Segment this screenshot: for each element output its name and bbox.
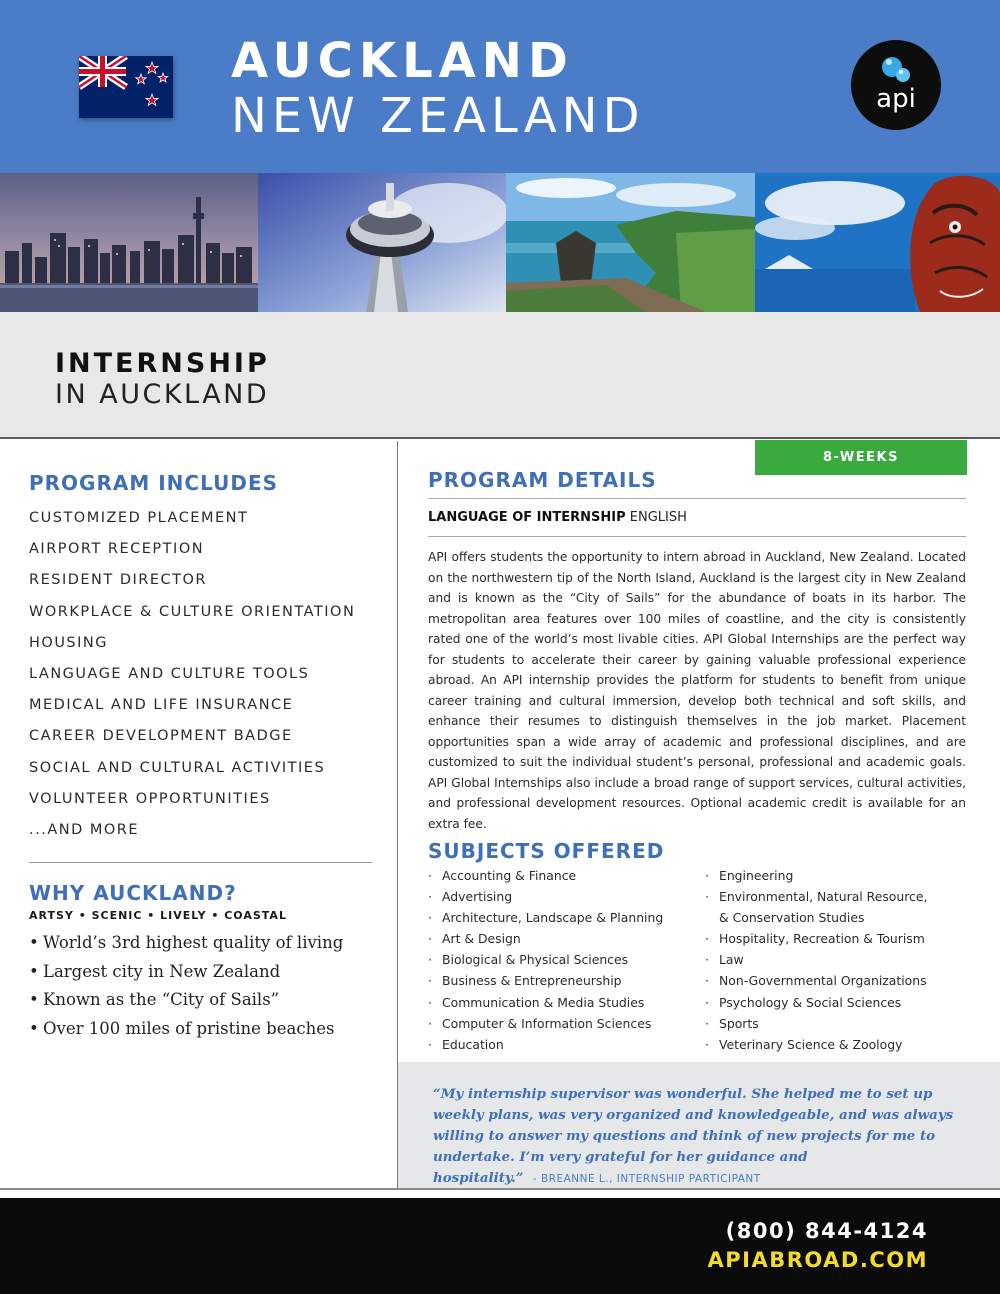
divider xyxy=(0,1188,1000,1190)
list-item xyxy=(29,988,343,1017)
why-auckland-list xyxy=(29,931,343,1045)
program-details-title: PROGRAM DETAILS xyxy=(428,468,657,492)
bullet-icon: · xyxy=(428,952,432,968)
maori-carving-photo xyxy=(755,173,1000,312)
list-item xyxy=(705,888,927,909)
subjects-offered-title: SUBJECTS OFFERED xyxy=(428,839,665,863)
bullet-icon: • xyxy=(29,961,39,981)
bullet-icon: · xyxy=(428,910,432,926)
coastline-photo xyxy=(506,173,755,312)
testimonial-attribution: - BREANNE L., INTERNSHIP PARTICIPANT xyxy=(532,1173,761,1185)
bullet-icon: · xyxy=(428,1036,432,1052)
list-item-text: World’s 3rd highest quality of living xyxy=(43,933,344,952)
program-includes-title: PROGRAM INCLUDES xyxy=(29,471,279,495)
testimonial-box xyxy=(398,1062,1000,1188)
list-item: HOUSING xyxy=(29,634,108,651)
bullet-icon: · xyxy=(705,973,709,989)
bullet-icon: · xyxy=(428,889,432,905)
bullet-icon: · xyxy=(705,868,709,883)
list-item xyxy=(428,972,663,993)
list-item-text: Largest city in New Zealand xyxy=(43,961,281,981)
list-item xyxy=(428,951,663,972)
list-item-text: Sports xyxy=(719,1015,759,1031)
list-item: CUSTOMIZED PLACEMENT xyxy=(29,510,249,526)
bullet-icon: · xyxy=(428,868,432,883)
list-item xyxy=(705,1015,927,1036)
list-item-text: Art & Design xyxy=(442,931,521,947)
header xyxy=(0,0,1000,173)
bullet-icon: • xyxy=(29,1018,39,1038)
bullet-icon: · xyxy=(705,1015,709,1031)
list-item xyxy=(428,930,663,951)
list-item-text: Non-Governmental Organizations xyxy=(719,973,927,989)
bullet-icon: · xyxy=(705,952,709,968)
language-label: LANGUAGE OF INTERNSHIP xyxy=(428,510,626,525)
city-skyline-photo xyxy=(0,173,258,312)
list-item: SOCIAL AND CULTURAL ACTIVITIES xyxy=(29,759,326,776)
bullet-icon: · xyxy=(705,1036,709,1052)
list-item xyxy=(705,1036,927,1057)
list-item-text: Hospitality, Recreation & Tourism xyxy=(719,931,925,947)
logo-text: api xyxy=(876,84,916,114)
list-item-text: Law xyxy=(719,952,744,968)
list-item-text: Education xyxy=(442,1036,504,1052)
testimonial-text: “My internship supervisor was wonderful. She helped me to set up weekly plans, was very organized and knowledgeable, and was always willing to answer my questions and think of new projects for me to undertake. I’m very grateful for her guidance and hospitality.” xyxy=(433,1086,954,1186)
bullet-icon: · xyxy=(428,1015,432,1031)
duration-badge: 8-WEEKS xyxy=(755,440,967,475)
list-item: RESIDENT DIRECTOR xyxy=(29,572,208,589)
list-item xyxy=(428,994,663,1015)
bullet-icon: · xyxy=(705,994,709,1010)
program-type-heading: INTERNSHIP xyxy=(55,348,270,379)
list-item: CAREER DEVELOPMENT BADGE xyxy=(29,728,293,745)
list-item: ...AND MORE xyxy=(29,821,140,838)
bullet-icon: • xyxy=(29,933,39,952)
subtitle-band xyxy=(0,312,1000,439)
bullet-icon: · xyxy=(428,973,432,989)
list-item-text: Computer & Information Sciences xyxy=(442,1015,652,1031)
list-item-text: Business & Entrepreneurship xyxy=(442,973,622,989)
language-value: ENGLISH xyxy=(629,510,687,525)
bullet-icon: • xyxy=(29,990,39,1009)
list-item-text: Biological & Physical Sciences xyxy=(442,952,629,968)
bullet-icon: · xyxy=(705,931,709,947)
phone-number[interactable]: (800) 844-4124 xyxy=(725,1219,928,1243)
list-item xyxy=(428,909,663,930)
program-description: API offers students the opportunity to intern abroad in Auckland, New Zealand. Located on the northwestern tip of the North Island, Auckland is the largest city in New Zealand and is known as the “City of Sails” for the abundance of boats in its harbor. The metropolitan area features over 100 miles of coastline, and the city is consistently rated one of the world’s most livable cities. API Global Internships are the perfect way for students to accelerate their career by gaining valuable professional experience abroad. An API internship provides the platform for students to benefit from unique career training and cultural immersion, develop both technical and soft skills, and enhance their resumes to distinguish themselves in the job market. Placement opportunities span a wide array of academic and professional disciplines, and are customized to suit the individual student’s personal, professional and academic goals. API Global Internships also include a broad range of support services, cultural activities, and professional development resources. Optional academic credit is available for an extra fee. xyxy=(428,550,966,831)
website-link[interactable]: APIABROAD.COM xyxy=(707,1248,928,1272)
list-item: AIRPORT RECEPTION xyxy=(29,541,205,558)
list-item: LANGUAGE AND CULTURE TOOLS xyxy=(29,665,310,682)
list-item xyxy=(428,1015,663,1036)
program-location-heading: IN AUCKLAND xyxy=(55,379,270,410)
new-zealand-flag-icon xyxy=(79,56,173,118)
testimonial-quote xyxy=(433,1084,973,1190)
divider xyxy=(428,536,966,537)
program-includes-list xyxy=(29,508,355,851)
language-line xyxy=(428,510,687,525)
page-title-city: AUCKLAND xyxy=(231,33,574,89)
list-item-text: Architecture, Landscape & Planning xyxy=(442,910,664,926)
footer xyxy=(0,1198,1000,1294)
list-item: VOLUNTEER OPPORTUNITIES xyxy=(29,790,271,807)
list-item-text: Veterinary Science & Zoology xyxy=(719,1036,903,1052)
list-item-text: & Conservation Studies xyxy=(719,910,865,926)
subjects-list-column-2 xyxy=(705,867,927,1057)
divider xyxy=(428,498,966,499)
list-item xyxy=(428,867,663,888)
list-item-text: Environmental, Natural Resource, xyxy=(719,889,928,905)
list-item xyxy=(705,867,927,888)
list-item xyxy=(29,1017,343,1046)
list-item-text: Over 100 miles of pristine beaches xyxy=(43,1018,335,1038)
photo-strip xyxy=(0,173,1000,312)
list-item xyxy=(705,972,927,993)
list-item xyxy=(29,931,343,960)
page-title-country: NEW ZEALAND xyxy=(231,88,645,144)
list-item-text: Communication & Media Studies xyxy=(442,994,645,1010)
why-auckland-tagline: ARTSY • SCENIC • LIVELY • COASTAL xyxy=(29,909,287,922)
why-auckland-title: WHY AUCKLAND? xyxy=(29,881,237,905)
bullet-icon: · xyxy=(705,889,709,905)
subjects-list-column-1 xyxy=(428,867,663,1057)
list-item xyxy=(705,930,927,951)
list-item: MEDICAL AND LIFE INSURANCE xyxy=(29,697,294,714)
list-item xyxy=(705,994,927,1015)
list-item-text: Advertising xyxy=(442,889,513,905)
sky-tower-photo xyxy=(258,173,506,312)
bullet-icon: · xyxy=(428,931,432,947)
list-item xyxy=(428,888,663,909)
list-item: WORKPLACE & CULTURE ORIENTATION xyxy=(29,603,356,620)
list-item-text: Accounting & Finance xyxy=(442,868,577,883)
api-logo xyxy=(851,40,941,130)
list-item xyxy=(428,1036,663,1057)
divider xyxy=(29,862,372,863)
list-item-text: Known as the “City of Sails” xyxy=(43,990,280,1009)
list-item-continuation xyxy=(705,909,927,930)
list-item-text: Engineering xyxy=(719,868,794,883)
bullet-icon: · xyxy=(428,994,432,1010)
list-item-text: Psychology & Social Sciences xyxy=(719,994,902,1010)
list-item xyxy=(705,951,927,972)
list-item xyxy=(29,960,343,989)
